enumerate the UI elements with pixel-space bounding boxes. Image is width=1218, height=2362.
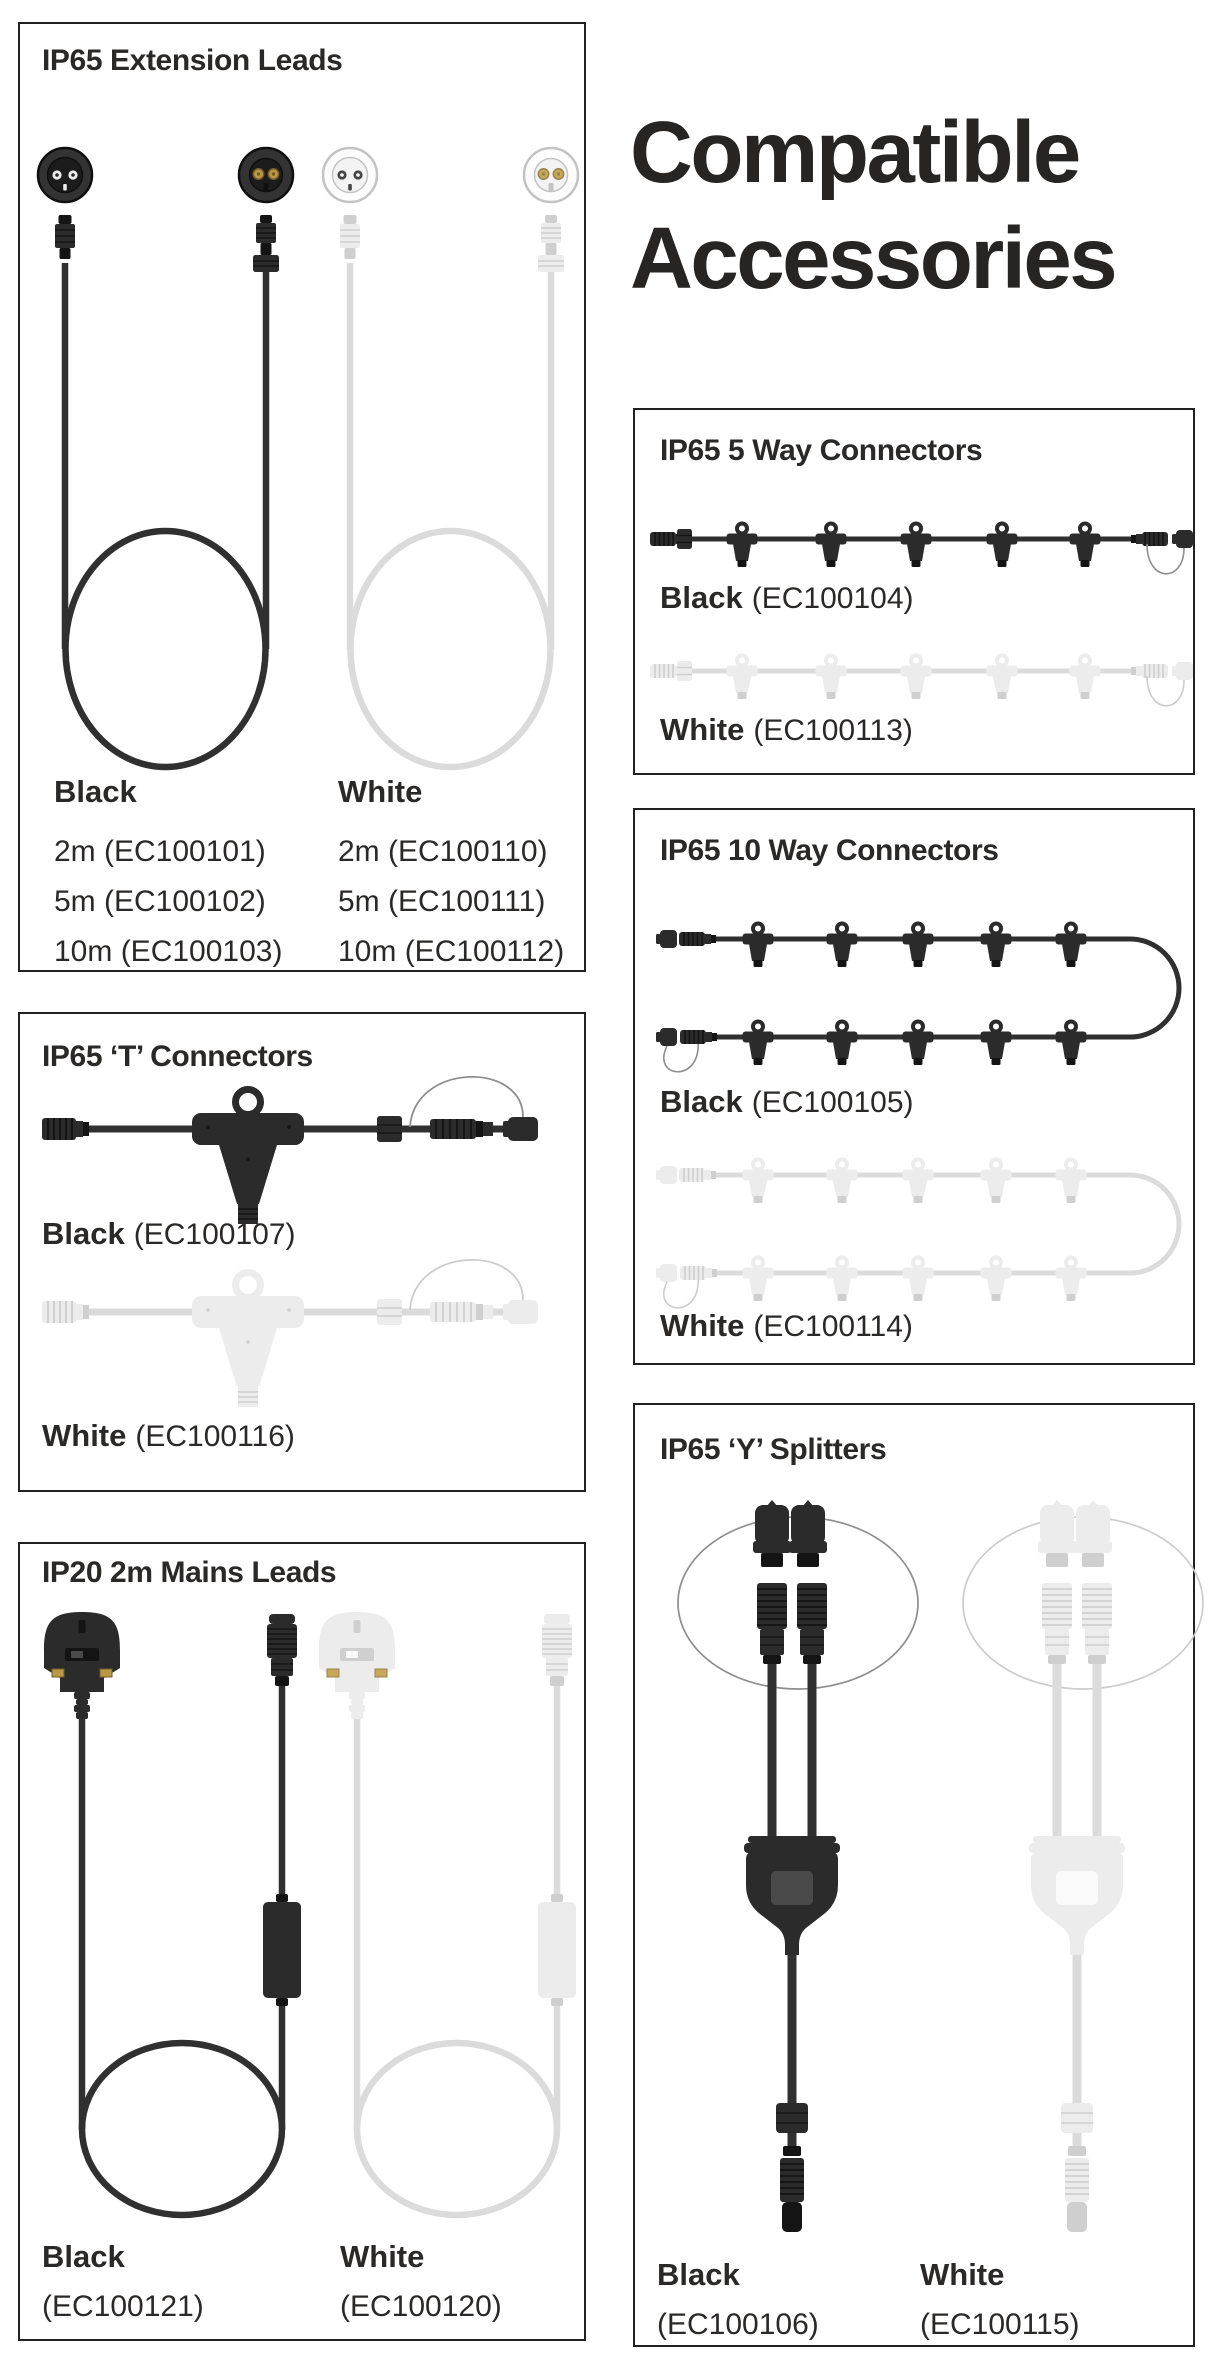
list-item: 10m (EC100112) xyxy=(338,935,565,968)
section-mains-leads xyxy=(18,1542,586,2341)
section-title: IP65 5 Way Connectors xyxy=(660,434,983,467)
color-label: White xyxy=(340,2239,425,2274)
color-label: Black xyxy=(42,1216,125,1251)
page-title xyxy=(630,100,1115,312)
section-title: IP65 ‘T’ Connectors xyxy=(42,1040,313,1073)
list-item: 2m (EC100110) xyxy=(338,835,548,868)
variant-black xyxy=(42,2239,204,2324)
color-label: White xyxy=(42,1418,127,1453)
list-item: 2m (EC100101) xyxy=(54,835,266,868)
page-title-line1: Compatible xyxy=(630,104,1079,201)
color-label: White xyxy=(660,712,745,747)
section-y-splitters xyxy=(633,1403,1195,2347)
product-code: (EC100107) xyxy=(133,1218,296,1251)
variant-white xyxy=(920,2257,1080,2342)
list-item: 5m (EC100102) xyxy=(54,885,266,918)
variant-white xyxy=(42,1418,295,1454)
color-label: Black xyxy=(660,580,743,615)
extension-leads-black-list xyxy=(54,774,282,977)
list-item: 10m (EC100103) xyxy=(54,935,283,968)
variant-black xyxy=(42,1216,296,1252)
variant-black xyxy=(660,580,914,616)
y-splitters-illustration xyxy=(635,1405,1193,2345)
product-code: (EC100121) xyxy=(42,2290,204,2323)
product-code: (EC100115) xyxy=(920,2308,1080,2341)
product-code: (EC100120) xyxy=(340,2290,502,2323)
section-title: IP65 ‘Y’ Splitters xyxy=(660,1433,887,1466)
color-label: Black xyxy=(54,774,137,809)
section-t-connectors xyxy=(18,1012,586,1492)
color-label: Black xyxy=(660,1084,743,1119)
product-code: (EC100105) xyxy=(751,1086,914,1119)
section-title: IP65 Extension Leads xyxy=(42,44,343,77)
mains-leads-illustration xyxy=(20,1544,584,2339)
section-title: IP65 10 Way Connectors xyxy=(660,834,999,867)
product-code: (EC100116) xyxy=(135,1420,295,1453)
extension-leads-white-list xyxy=(338,774,564,977)
product-code: (EC100114) xyxy=(753,1310,913,1343)
variant-black xyxy=(657,2257,819,2342)
list-item: 5m (EC100111) xyxy=(338,885,546,918)
section-extension-leads xyxy=(18,22,586,972)
variant-white xyxy=(660,712,913,748)
page-title-line2: Accessories xyxy=(630,210,1116,307)
product-code: (EC100113) xyxy=(753,714,913,747)
product-code: (EC100106) xyxy=(657,2308,819,2341)
color-label: White xyxy=(920,2257,1005,2292)
variant-black xyxy=(660,1084,914,1120)
color-label: Black xyxy=(42,2239,125,2274)
variant-white xyxy=(340,2239,502,2324)
color-label: White xyxy=(338,774,423,809)
section-title: IP20 2m Mains Leads xyxy=(42,1556,337,1589)
product-code: (EC100104) xyxy=(751,582,914,615)
section-five-way-connectors xyxy=(633,408,1195,775)
variant-white xyxy=(660,1308,913,1344)
section-ten-way-connectors xyxy=(633,808,1195,1365)
color-label: Black xyxy=(657,2257,740,2292)
color-label: White xyxy=(660,1308,745,1343)
